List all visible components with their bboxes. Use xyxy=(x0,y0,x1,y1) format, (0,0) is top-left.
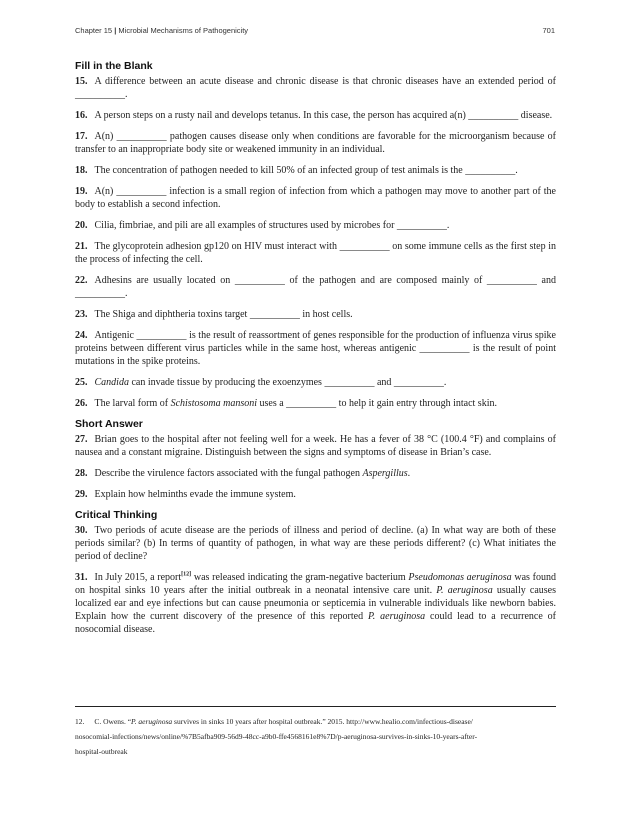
question-number: 21. xyxy=(75,241,88,252)
question-text: Antigenic __________ is the result of reassortment of genes responsible for the production of influenza virus spike proteins between different virus particles while in the same host, whereas antigenic __________ is the result of point mutations in the spike proteins. xyxy=(75,330,556,367)
question-number: 25. xyxy=(75,377,88,388)
question-30 xyxy=(75,524,556,563)
question-number: 23. xyxy=(75,309,88,320)
question-15 xyxy=(75,75,556,101)
question-number: 16. xyxy=(75,110,88,121)
question-text: The larval form of xyxy=(94,398,171,409)
question-27 xyxy=(75,433,556,459)
question-text: A(n) __________ pathogen causes disease only when conditions are favorable for the microorganism because of transfer to an inappropriate body site or weakened immunity in an individual. xyxy=(75,131,556,155)
question-26 xyxy=(75,397,556,410)
question-16 xyxy=(75,109,556,122)
question-number: 28. xyxy=(75,468,88,479)
question-29 xyxy=(75,488,556,501)
question-text: Describe the virulence factors associated with the fungal pathogen xyxy=(94,468,363,479)
question-number: 24. xyxy=(75,330,88,341)
question-text: was found on hospital sinks 10 years after the initial outbreak in a neonatal intensive care unit. xyxy=(75,572,556,596)
footnote-line xyxy=(75,714,556,729)
question-number: 17. xyxy=(75,131,88,142)
organism-name: Schistosoma mansoni xyxy=(170,398,257,409)
question-text: In July 2015, a report xyxy=(94,572,182,583)
header-separator: | xyxy=(114,26,117,35)
question-number: 27. xyxy=(75,434,88,445)
question-19 xyxy=(75,185,556,211)
chapter-number: Chapter 15 xyxy=(75,26,113,35)
section-heading-fill-in-the-blank: Fill in the Blank xyxy=(75,60,153,72)
footnote-divider xyxy=(75,706,556,707)
question-text: Brian goes to the hospital after not feeling well for a week. He has a fever of 38 °C (100.4 °F) and complains of nausea and a constant migraine. Distinguish between the signs and symptoms of disease in Brian’s case. xyxy=(75,434,556,458)
footnote-number: 12. xyxy=(75,717,85,726)
question-text: Adhesins are usually located on __________ of the pathogen and are composed mainly of __________ and __________. xyxy=(75,275,556,299)
question-number: 18. xyxy=(75,165,88,176)
page-number: 701 xyxy=(542,26,555,35)
question-number: 31. xyxy=(75,572,88,583)
organism-name: Candida xyxy=(94,377,129,388)
question-text: could lead to a recurrence of nosocomial disease. xyxy=(75,611,556,635)
question-number: 22. xyxy=(75,275,88,286)
question-text: The concentration of pathogen needed to kill 50% of an infected group of test animals is the __________. xyxy=(94,165,518,176)
chapter-title: Microbial Mechanisms of Pathogenicity xyxy=(118,26,249,35)
chapter-label xyxy=(75,26,248,35)
question-number: 30. xyxy=(75,525,88,536)
question-text: was released indicating the gram-negative bacterium xyxy=(191,572,409,583)
organism-name: P. aeruginosa xyxy=(436,585,493,596)
question-25 xyxy=(75,376,556,389)
footnote-url-line[interactable]: hospital-outbreak xyxy=(75,747,128,756)
question-31 xyxy=(75,571,556,636)
footnote-url-line[interactable]: nosocomial-infections/news/online/%7B5afba909-56d9-48cc-a9b0-ffe4568161e8%7D/p-aeruginosa-survives-in-sinks-10-years-after- xyxy=(75,732,478,741)
footnote-text: C. Owens. “ xyxy=(94,717,132,726)
question-number: 29. xyxy=(75,489,88,500)
question-21 xyxy=(75,240,556,266)
organism-name: P. aeruginosa xyxy=(367,611,426,622)
question-22 xyxy=(75,274,556,300)
question-text: uses a __________ to help it gain entry through intact skin. xyxy=(257,398,497,409)
footnote-reference-link[interactable]: [12] xyxy=(181,571,192,578)
question-number: 15. xyxy=(75,76,88,87)
section-heading-critical-thinking: Critical Thinking xyxy=(75,509,158,521)
question-text: Explain how helminths evade the immune system. xyxy=(94,489,296,500)
question-20 xyxy=(75,219,556,232)
question-text: A difference between an acute disease and chronic disease is that chronic diseases have an extended period of __________. xyxy=(75,76,556,100)
question-text: usually causes localized ear and eye infections but can cause pneumonia or septicemia in vulnerable individuals like newborn babies. Explain how the current discovery of the presence of this reported xyxy=(75,585,556,622)
question-24 xyxy=(75,329,556,368)
question-number: 19. xyxy=(75,186,88,197)
question-text: . xyxy=(407,468,411,479)
organism-name: P. aeruginosa xyxy=(131,717,173,726)
question-text: The Shiga and diphtheria toxins target __________ in host cells. xyxy=(94,309,353,320)
question-text: A(n) __________ infection is a small region of infection from which a pathogen may move to another part of the body to establish a second infection. xyxy=(75,186,556,210)
footnote-url-link[interactable]: survives in sinks 10 years after hospital outbreak.” 2015. http://www.healio.com/infectious-disease/ xyxy=(172,717,473,726)
question-text: A person steps on a rusty nail and develops tetanus. In this case, the person has acquired a(n) __________ disease. xyxy=(94,110,553,121)
section-heading-short-answer: Short Answer xyxy=(75,418,143,430)
organism-name: Pseudomonas aeruginosa xyxy=(408,572,512,583)
question-18 xyxy=(75,164,556,177)
page-content xyxy=(75,60,556,644)
question-text: Two periods of acute disease are the periods of illness and period of decline. (a) In what way are both of these periods similar? (b) In terms of quantity of pathogen, in what way are these periods different? (c) What initiates the period of decline? xyxy=(75,525,556,562)
question-23 xyxy=(75,308,556,321)
organism-name: Aspergillus xyxy=(362,468,408,479)
question-text: The glycoprotein adhesion gp120 on HIV must interact with __________ on some immune cells as the first step in the process of infecting the cell. xyxy=(75,241,556,265)
question-text: can invade tissue by producing the exoenzymes __________ and __________. xyxy=(128,377,447,388)
question-number: 20. xyxy=(75,220,88,231)
question-number: 26. xyxy=(75,398,88,409)
question-text: Cilia, fimbriae, and pili are all examples of structures used by microbes for __________. xyxy=(94,220,450,231)
footnote-12 xyxy=(75,714,556,759)
question-28 xyxy=(75,467,556,480)
question-17 xyxy=(75,130,556,156)
